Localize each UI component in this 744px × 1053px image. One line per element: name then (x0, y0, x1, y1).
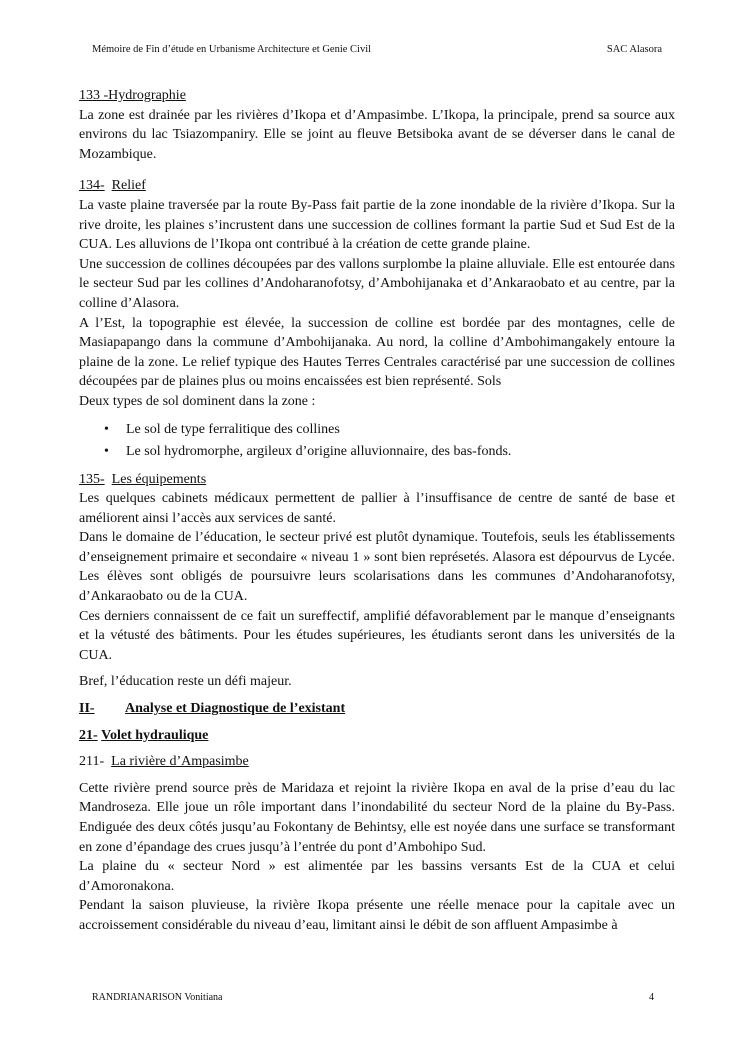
header-title: Mémoire de Fin d’étude en Urbanisme Architecture et Genie Civil (92, 44, 372, 55)
section-134-paragraph: Une succession de collines découpées par des vallons surplombe la plaine alluviale. Elle est entourée dans le secteur Sud par les collines d’Andoharanofotsy, d’Ambohijanaka et d’Ankaraobato et au centre, par la colline d’Alasora. (79, 256, 675, 311)
section-135-paragraph: Dans le domaine de l’éducation, le secteur privé est plutôt dynamique. Toutefois, seuls les établissements d’enseignement primaire et secondaire « niveau 1 » sont bien représetés. Alasora est dépourvus de Lycée. Les élèves sont obligés de poursuivre leurs scolarisations dans les communes d’Andoharanofotsy, d’Ankaraobato ou de la CUA. (79, 530, 675, 605)
section-134-paragraph: A l’Est, la topographie est élevée, la succession de colline est bordée par des montagnes, celle de Masiapapango dans la commune d’Ambohijanaka. Au nord, la colline d’Ambohimangakely entoure la plaine de la zone. Le relief typique des Hautes Terres Centrales caractérisé par une succession de collines découpées par de plaines plus ou moins encaissées est bien représenté. Sols (79, 315, 675, 390)
section-133-heading: 133 -Hydrographie (79, 88, 186, 103)
chapter-ii-number: II- (79, 701, 95, 717)
section-21-title: Volet hydraulique (101, 727, 209, 743)
section-211-title: La rivière d’Ampasimbe (111, 754, 249, 770)
section-133-text: La zone est drainée par les rivières d’Ikopa et d’Ampasimbe. L’Ikopa, la principale, prend sa source aux environs du lac Tsiazompaniry. Elle se joint au fleuve Betsiboka avant de se déverser dans le canal de Mozambique. (79, 107, 675, 162)
page-content (79, 86, 675, 936)
section-135-title: Les équipements (111, 471, 207, 487)
section-135-paragraph: Les quelques cabinets médicaux permettent de pallier à l’insuffisance de centre de santé de base et améliorent ainsi l’accès aux services de santé. (79, 491, 675, 526)
section-21-heading (79, 726, 675, 746)
section-21-number: 21- (79, 727, 98, 743)
section-211-paragraph: Cette rivière prend source près de Maridaza et rejoint la rivière Ikopa en aval de la prise d’eau du lac Mandroseza. Elle joue un rôle important dans l’inondabilité du secteur Nord de la plaine du By-Pass. Endiguée des deux côtés jusqu’au Fokontany de Behintsy, elle est noyée dans une surface se transformant en zone d’épandage des crues jusqu’à l’entrée du pont d’Ambohipo Sud. (79, 780, 675, 855)
section-211-number: 211- (79, 754, 105, 770)
list-item: • Le sol hydromorphe, argileux d’origine alluvionnaire, des bas-fonds. (104, 441, 675, 463)
header-org: SAC Alasora (606, 44, 662, 55)
section-211-paragraph: Pendant la saison pluvieuse, la rivière Ikopa présente une réelle menace pour la capitale avec un accroissement considérable du niveau d’eau, limitant ainsi le débit de son affluent Ampasimbe à (79, 898, 675, 933)
section-135-heading (79, 470, 675, 490)
page-number: 4 (649, 992, 654, 1003)
soil-type-list (79, 419, 675, 463)
section-135-paragraph: Bref, l’éducation reste un défi majeur. (79, 674, 292, 690)
section-135-number: 135- (79, 471, 105, 487)
section-211-heading (79, 752, 675, 772)
section-134-paragraph: Deux types de sol dominent dans la zone : (79, 393, 316, 409)
section-134-heading (79, 176, 675, 196)
section-211-paragraph: La plaine du « secteur Nord » est alimentée par les bassins versants Est de la CUA et celui d’Amoronakona. (79, 859, 675, 894)
bullet-icon: • (104, 443, 109, 459)
chapter-ii-heading (79, 699, 675, 719)
chapter-ii-title: Analyse et Diagnostique de l’existant (125, 701, 346, 717)
section-135-paragraph: Ces derniers connaissent de ce fait un sureffectif, amplifié défavorablement par le manque d’enseignants et la vétusté des bâtiments. Pour les études supérieures, les étudiants seront dans les universités de la CUA. (79, 608, 675, 663)
footer-author: RANDRIANARISON Vonitiana (92, 992, 223, 1003)
section-134-paragraph: La vaste plaine traversée par la route By-Pass fait partie de la zone inondable de la rivière d’Ikopa. Sur la rive droite, les plaines s’incrustent dans une succession de collines formant la partie Sud et Sud Est de la CUA. Les alluvions de l’Ikopa ont contribué à la création de cette grande plaine. (79, 197, 675, 253)
list-item: • Le sol de type ferralitique des collines (104, 419, 675, 441)
bullet-icon: • (104, 421, 109, 437)
section-134-title: Relief (111, 178, 146, 194)
section-134-number: 134- (79, 178, 105, 194)
